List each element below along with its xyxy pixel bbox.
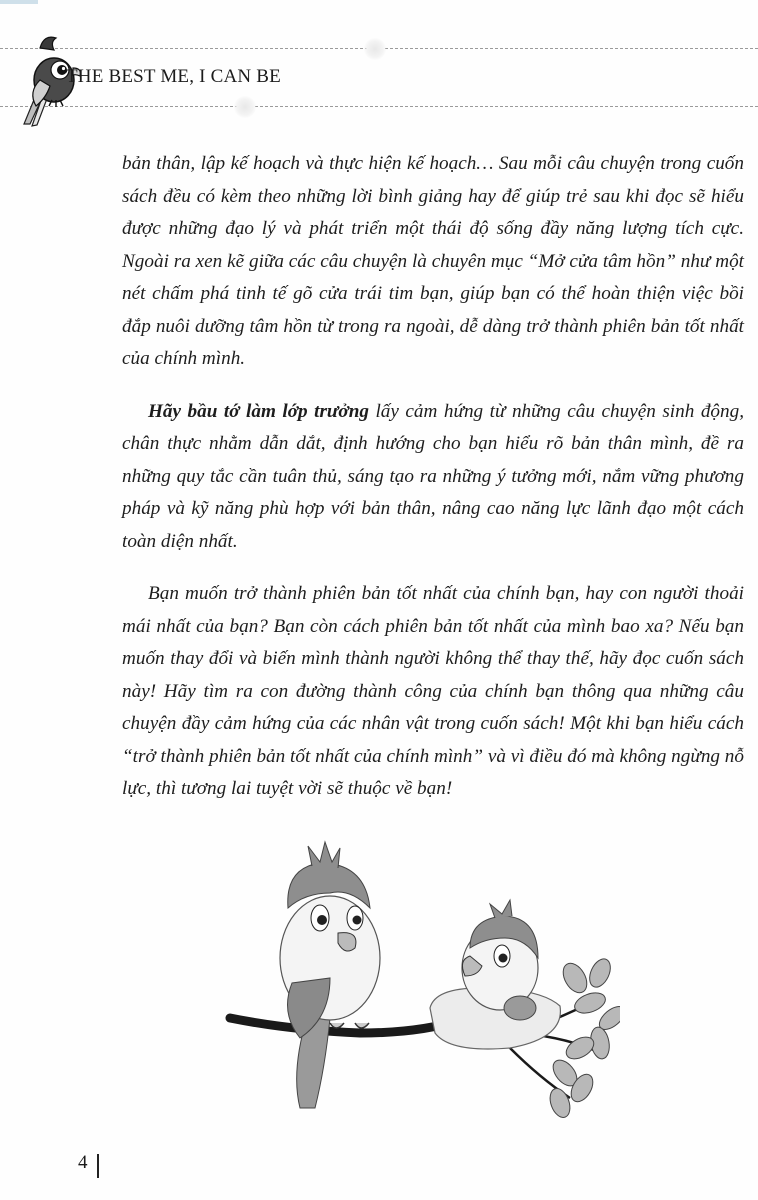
paragraph-3 bbox=[122, 578, 744, 806]
body-text bbox=[122, 148, 744, 826]
book-title-emphasis: Hãy bầu tớ làm lớp trưởng bbox=[148, 400, 369, 422]
paragraph-3-text: Bạn muốn trở thành phiên bản tốt nhất của chính bạn, hay con người thoải mái nhất của bạn? Bạn còn cách phiên bản tốt nhất của mình bao xa? Nếu bạn muốn thay đổi và biến mình thành người không thể thay thế, hãy đọc cuốn sách này! Hãy tìm ra con đường thành công của chính bạn thông qua những câu chuyện đầy cảm hứng của các nhân vật trong cuốn sách! Một khi bạn hiểu cách “trở thành phiên bản tốt nhất của chính mình” và vì điều đó mà không ngừng nỗ lực, thì tương lai tuyệt vời sẽ thuộc về bạn! bbox=[122, 583, 744, 799]
paragraph-1-text: bản thân, lập kế hoạch và thực hiện kế hoạch… Sau mỗi câu chuyện trong cuốn sách đều có kèm theo những lời bình giảng hay để giúp trẻ sau khi đọc sẽ hiểu được những đạo lý và phát triển một thái độ sống đầy năng lượng tích cực. Ngoài ra xen kẽ giữa các câu chuyện là chuyên mục “Mở cửa tâm hồn” như một nét chấm phá tinh tế gõ cửa trái tim bạn, giúp bạn có thể hoàn thiện việc bồi đắp nuôi dưỡng tâm hồn từ trong ra ngoài, dễ dàng trở thành phiên bản tốt nhất của chính mình. bbox=[122, 153, 744, 369]
paragraph-2 bbox=[122, 396, 744, 559]
header-rule-bottom bbox=[0, 106, 758, 107]
sparkle-decoration bbox=[364, 38, 386, 60]
paragraph-1 bbox=[122, 148, 744, 376]
birds-illustration bbox=[220, 838, 620, 1120]
sparkle-decoration bbox=[234, 96, 256, 118]
paragraph-2-text: lấy cảm hứng từ những câu chuyện sinh động, chân thực nhằm dẫn dắt, định hướng cho bạn hiểu rõ bản thân mình, đề ra những quy tắc cần tuân thủ, sáng tạo ra những ý tưởng mới, nắm vững phương pháp và kỹ năng phù hợp với bản thân, nâng cao năng lực lãnh đạo một cách toàn diện nhất. bbox=[122, 400, 744, 552]
page-number-divider bbox=[97, 1154, 99, 1178]
mother-bird bbox=[280, 842, 380, 1108]
corner-tab bbox=[0, 0, 38, 4]
page-number: 4 bbox=[78, 1152, 88, 1173]
running-title: THE BEST ME, I CAN BE bbox=[66, 66, 281, 87]
